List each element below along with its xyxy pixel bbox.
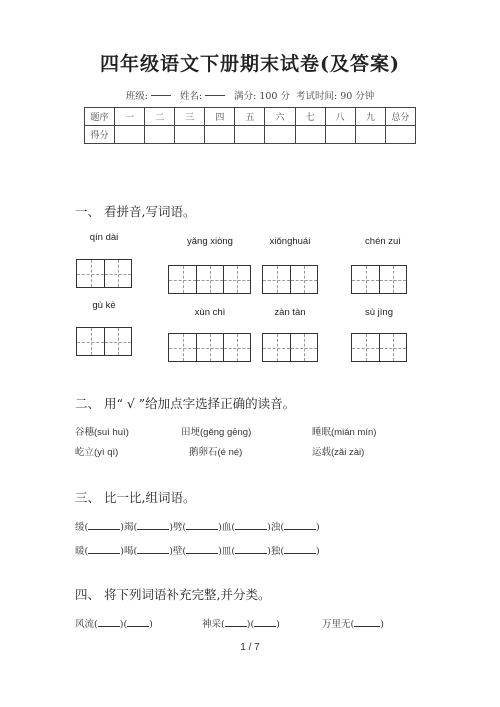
compare-char: 壁: [172, 546, 183, 557]
idiom-item: 风流( )( ): [75, 616, 153, 630]
choice-item[interactable]: 谷穗(suì huì): [75, 427, 129, 438]
section-1-title: 一、 看拼音,写词语。: [75, 204, 196, 219]
answer-blank[interactable]: [254, 616, 276, 627]
compare-row: 暖( )喝( )壁( )皿( )独( ): [75, 543, 320, 557]
exam-info: [0, 88, 500, 102]
table-cell: 题序: [85, 108, 115, 126]
table-cell: 二: [145, 108, 175, 126]
answer-blank[interactable]: [186, 519, 218, 530]
pinyin-label: qín dài: [89, 232, 119, 243]
answer-blank[interactable]: [98, 616, 120, 627]
choice-item[interactable]: 屹立(yì qì): [75, 447, 119, 458]
answer-blank[interactable]: [235, 543, 267, 554]
answer-blank[interactable]: [354, 616, 380, 627]
score-table: [84, 107, 416, 144]
score-cell[interactable]: [265, 126, 295, 144]
answer-blank[interactable]: [235, 519, 267, 530]
writing-grid[interactable]: [351, 333, 407, 362]
score-cell[interactable]: [355, 126, 385, 144]
compare-char: 浊: [270, 522, 281, 533]
score-cell[interactable]: [295, 126, 325, 144]
choice-item[interactable]: 睡眠(mián mín): [312, 427, 377, 438]
compare-char: 独: [270, 546, 281, 557]
choice-item[interactable]: 鹅卵石(é né): [189, 447, 243, 458]
answer-blank[interactable]: [137, 519, 169, 530]
class-blank[interactable]: [151, 95, 171, 96]
compare-char: 皿: [221, 546, 232, 557]
pinyin-label: zàn tàn: [274, 307, 306, 318]
compare-char: 竭: [123, 522, 134, 533]
table-cell: 八: [325, 108, 355, 126]
table-cell: 四: [205, 108, 235, 126]
answer-blank[interactable]: [284, 519, 316, 530]
compare-char: 暖: [75, 546, 85, 557]
compare-char: 血: [221, 522, 232, 533]
page-number: 1 / 7: [240, 642, 260, 653]
writing-grid[interactable]: [76, 327, 132, 356]
name-label: 姓名:: [179, 91, 203, 102]
table-cell: 总分: [385, 108, 415, 126]
writing-grid[interactable]: [262, 265, 318, 294]
writing-grid[interactable]: [351, 265, 407, 294]
idiom-item: 万里无( ): [322, 616, 384, 630]
section-2-title: 二、 用“ √ ”给加点字选择正确的读音。: [75, 396, 296, 411]
score-cell[interactable]: [205, 126, 235, 144]
answer-blank[interactable]: [137, 543, 169, 554]
answer-blank[interactable]: [88, 543, 120, 554]
answer-blank[interactable]: [284, 543, 316, 554]
score-cell[interactable]: [325, 126, 355, 144]
score-table-row: [85, 126, 416, 144]
pinyin-label: xiǒnghuái: [269, 236, 311, 247]
section-3-title: 三、 比一比,组词语。: [75, 490, 196, 505]
table-cell: 九: [355, 108, 385, 126]
score-table-header: [85, 108, 416, 126]
writing-grid[interactable]: [168, 333, 251, 362]
choice-item[interactable]: 运载(zǎi zài): [312, 447, 365, 458]
compare-row: 缓( )竭( )劈( )血( )浊( ): [75, 519, 320, 533]
name-blank[interactable]: [205, 95, 225, 96]
pinyin-label: yǎng xiòng: [187, 236, 233, 247]
table-cell: 三: [175, 108, 205, 126]
pinyin-label: xùn chì: [194, 307, 226, 318]
table-cell: 五: [235, 108, 265, 126]
writing-grid[interactable]: [76, 259, 132, 288]
compare-char: 缓: [75, 522, 85, 533]
answer-blank[interactable]: [88, 519, 120, 530]
section-4-title: 四、 将下列词语补充完整,并分类。: [75, 587, 271, 602]
score-cell[interactable]: [115, 126, 145, 144]
answer-blank[interactable]: [225, 616, 247, 627]
compare-char: 喝: [123, 546, 134, 557]
table-cell: 六: [265, 108, 295, 126]
choice-item[interactable]: 田埂(gěng gēng): [181, 427, 252, 438]
class-label: 班级:: [125, 91, 148, 102]
idiom-item: 神采( )( ): [202, 616, 280, 630]
pinyin-label: sù jìng: [365, 307, 393, 318]
writing-grid[interactable]: [168, 265, 251, 294]
pinyin-label: gù kè: [92, 300, 116, 311]
compare-char: 劈: [172, 522, 183, 533]
score-cell[interactable]: [145, 126, 175, 144]
pinyin-label: chén zuì: [365, 236, 401, 247]
table-cell: 得分: [85, 126, 115, 144]
answer-blank[interactable]: [127, 616, 149, 627]
table-cell: 七: [295, 108, 325, 126]
answer-blank[interactable]: [186, 543, 218, 554]
writing-grid[interactable]: [262, 333, 318, 362]
score-cell[interactable]: [385, 126, 415, 144]
full-score: 满分: 100 分: [234, 91, 290, 102]
exam-time: 考试时间: 90 分钟: [295, 91, 375, 102]
page-title: 四年级语文下册期末试卷(及答案): [100, 53, 400, 75]
score-cell[interactable]: [175, 126, 205, 144]
score-cell[interactable]: [235, 126, 265, 144]
table-cell: 一: [115, 108, 145, 126]
